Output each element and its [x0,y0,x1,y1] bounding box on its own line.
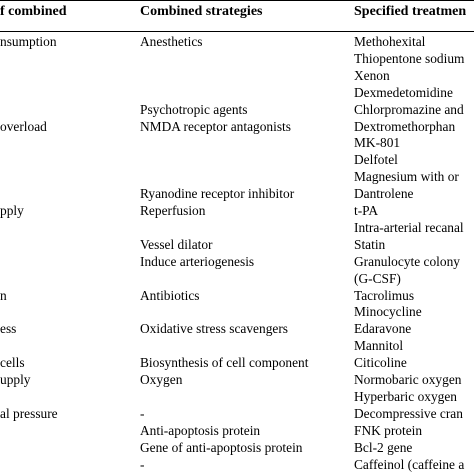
table-row [0,388,474,405]
table-row [0,33,474,50]
table-cell-treatment: Chlorpromazine and [354,101,464,117]
table-cell-strategy: Anesthetics [140,34,203,49]
table-cell-treatment: FNK protein [354,422,423,438]
table-row [0,202,474,219]
table-row [0,236,474,253]
table-cell-category: upply [0,372,31,387]
table-row [0,405,474,422]
table-cell-treatment: Mannitol [354,338,404,354]
table-row [0,456,474,473]
table-cell-strategy: Oxygen [140,372,183,387]
table-row [0,84,474,101]
header-combined-strategies: Combined strategies [140,4,263,19]
table-cell-treatment: MK-801 [354,135,401,151]
table-row [0,134,474,151]
table-cell-treatment: Edaravone [354,321,412,337]
table-row [0,287,474,304]
table-cell-treatment: Intra-arterial recanal [354,219,464,235]
table-row [0,185,474,202]
table-cell-strategy: Induce arteriogenesis [140,253,255,269]
table-cell-category: n [0,287,7,303]
table-cell-category: ess [0,321,17,337]
table-cell-treatment: Caffeinol (caffeine a [354,456,465,472]
table-cell-category: nsumption [0,34,57,49]
table-row [0,303,474,320]
table-cell-treatment: Granulocyte colony [354,253,460,269]
table-cell-treatment: Bcl-2 gene [354,439,413,455]
table-row [0,320,474,337]
table-cell-treatment: Citicoline [354,355,407,371]
table-cell-treatment: Tacrolimus [354,287,415,303]
table-cell-treatment: t-PA [354,203,379,218]
table-cell-treatment: Statin [354,236,386,252]
table-row [0,168,474,185]
table-cell-strategy: Gene of anti-apoptosis protein [140,439,303,455]
table-cell-strategy: Reperfusion [140,203,206,218]
table-cell-treatment: Dantrolene [354,186,414,202]
table-cell-strategy: Vessel dilator [140,236,213,252]
table-row [0,50,474,67]
table-cell-strategy: Antibiotics [140,287,200,303]
table-cell-strategy: Oxidative stress scavengers [140,321,288,337]
table-top-rule [0,0,474,1]
table-row [0,371,474,388]
table-cell-category: pply [0,203,24,218]
table-cell-treatment: Dextromethorphan [354,118,456,134]
table-cell-strategy: Psychotropic agents [140,101,248,117]
table-cell-category: cells [0,355,25,371]
table-cell-treatment: Normobaric oxygen [354,372,462,387]
table-cell-treatment: Delfotel [354,152,398,168]
table-row [0,219,474,236]
table-row [0,422,474,439]
table-cell-strategy: Anti-apoptosis protein [140,422,261,438]
table-row [0,118,474,135]
table-cell-treatment: Minocycline [354,304,422,320]
table-cell-strategy: - [140,456,145,472]
table-row [0,101,474,118]
table-cell-treatment: (G-CSF) [354,270,401,286]
table-cell-treatment: Xenon [354,67,390,83]
table-cell-strategy: - [140,405,145,421]
table-row [0,151,474,168]
table-row [0,253,474,270]
table-row [0,337,474,354]
table-cell-category: overload [0,118,47,134]
header-specified-treatment: Specified treatmen [354,4,467,19]
table-cell-category: al pressure [0,405,58,421]
table-cell-strategy: NMDA receptor antagonists [140,118,291,134]
table-row [0,270,474,287]
table-cell-strategy: Biosynthesis of cell component [140,355,309,371]
table-cell-treatment: Thiopentone sodium [354,50,465,66]
table-cell-treatment: Dexmedetomidine [354,84,453,100]
table-cell-treatment: Magnesium with or [354,169,459,185]
table-row [0,67,474,84]
table-row [0,354,474,371]
table-cell-strategy: Ryanodine receptor inhibitor [140,186,295,202]
header-bottom-rule [0,31,474,32]
table-row [0,439,474,456]
header-cell: f combined [0,4,67,19]
table-cell-treatment: Hyperbaric oxygen [354,388,457,404]
table-cell-treatment: Decompressive cran [354,405,463,421]
table-cell-treatment: Methohexital [354,34,426,49]
